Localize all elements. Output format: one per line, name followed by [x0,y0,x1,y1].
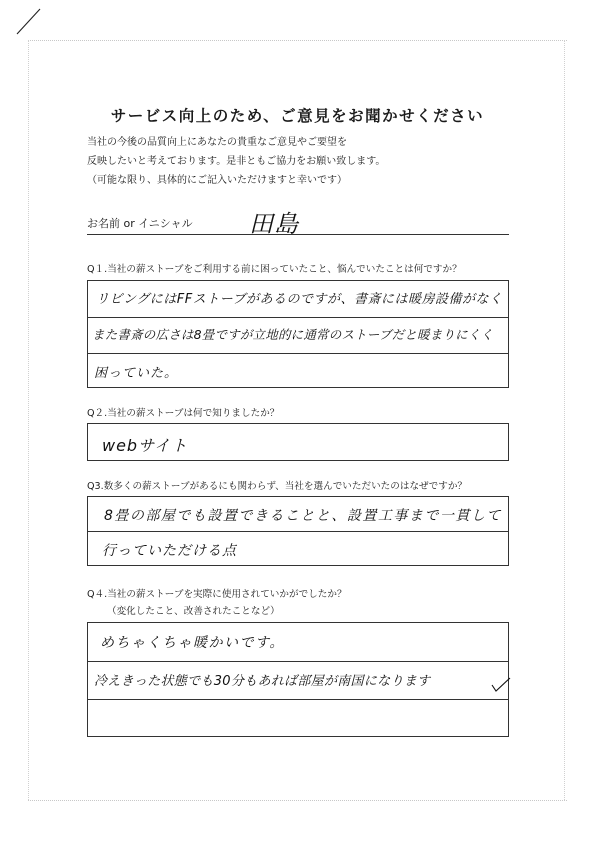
answer-ruled-line [88,661,508,662]
handwritten-answer-line: webサイト [102,436,188,455]
handwritten-answer-line: 8畳の部屋でも設置できることと、設置工事まで一貫して [104,508,502,524]
handwritten-answer-line: また書斎の広さは8畳ですが立地的に通常のストーブだと暖まりにくく [92,327,494,342]
question-1-answer-box[interactable] [87,280,509,388]
corner-pen-mark [14,6,44,36]
handwritten-answer-line: 冷えきった状態でも30分もあれば部屋が南国になります [94,674,431,689]
question-1-label: Q１.当社の薪ストーブをご利用する前に困っていたこと、悩んでいたことは何ですか？ [87,264,462,275]
intro-text [87,133,517,190]
intro-line: 当社の今後の品質向上にあなたの貴重なご意見やご要望を [87,137,347,148]
question-2-answer-box[interactable] [87,423,509,461]
question-3-answer-box[interactable] [87,496,509,566]
name-label: お名前 or イニシャル [87,217,193,230]
name-field[interactable] [87,210,509,238]
question-4-answer-box[interactable] [87,622,509,737]
handwritten-answer-line: 行っていただける点 [102,543,237,559]
intro-line: 反映したいと考えております。是非ともご協力をお願い致します。 [87,156,386,167]
question-3-label: Q3.数多くの薪ストーブがあるにも関わらず、当社を選んでいただいたのはなぜですか？ [87,481,468,492]
question-4-sub-label: （変化したこと、改善されたことなど） [107,606,280,617]
answer-ruled-line [88,531,508,532]
question-4-label: Q４.当社の薪ストーブを実際に使用されていかがでしたか？ [87,589,347,600]
answer-ruled-line [88,353,508,354]
answer-ruled-line [88,317,508,318]
dotted-border-top [28,40,567,41]
dotted-border-bottom [28,800,567,801]
handwritten-answer-line: 困っていた。 [94,366,179,381]
intro-line: （可能な限り、具体的にご記入いただけますと幸いです） [87,175,347,186]
question-2-label: Q２.当社の薪ストーブは何で知りましたか？ [87,408,280,419]
handwritten-answer-line: リビングにはFFストーブがあるのですが、書斎には暖房設備がなく [96,292,503,307]
dotted-border-right [564,40,565,800]
form-title: サービス向上のため、ご意見をお聞かせください [110,107,485,125]
handwritten-check-mark [490,677,512,693]
name-handwritten-value: 田島 [249,210,299,238]
answer-ruled-line [88,699,508,700]
handwritten-answer-line: めちゃくちゃ暖かいです。 [100,635,285,651]
dotted-border-left [28,40,29,800]
